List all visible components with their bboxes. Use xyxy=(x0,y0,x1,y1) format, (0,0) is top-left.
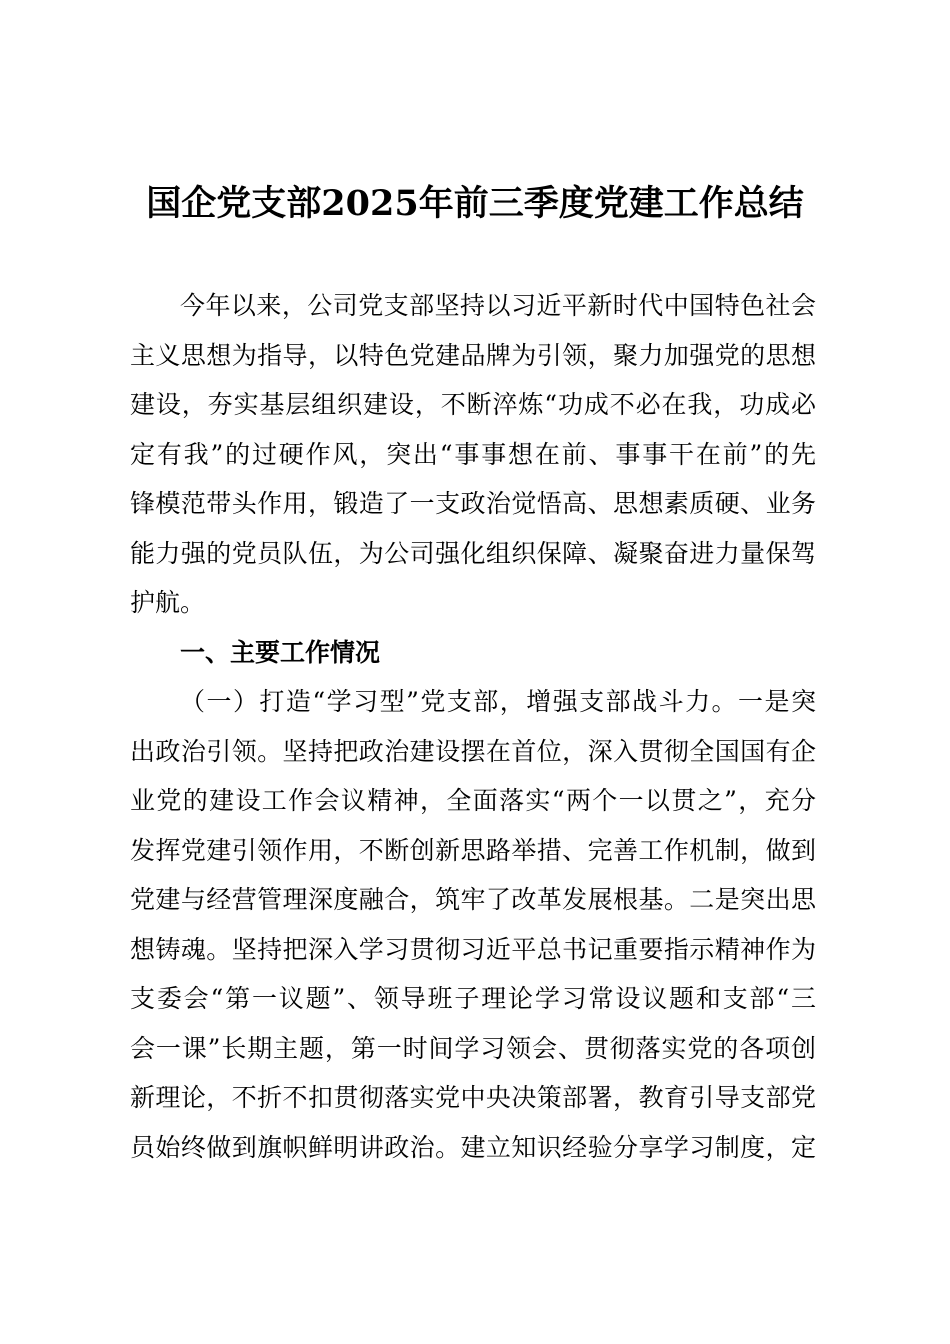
section-line: 想铸魂。坚持把深入学习贯彻习近平总书记重要指示精神作为 xyxy=(130,935,816,964)
section-line: 发挥党建引领作用，不断创新思路举措、完善工作机制，做到 xyxy=(130,836,816,865)
intro-line: 主义思想为指导，以特色党建品牌为引领，聚力加强党的思想 xyxy=(130,341,816,370)
intro-line: 今年以来，公司党支部坚持以习近平新时代中国特色社会 xyxy=(180,291,816,320)
section-line: 支委会“第一议题”、领导班子理论学习常设议题和支部“三 xyxy=(130,984,816,1013)
intro-line: 定有我”的过硬作风，突出“事事想在前、事事干在前”的先 xyxy=(130,440,816,469)
section-line: 新理论，不折不扣贯彻落实党中央决策部署，教育引导支部党 xyxy=(130,1083,816,1112)
section-heading: 一、主要工作情况 xyxy=(180,638,381,667)
section-line: 会一课”长期主题，第一时间学习领会、贯彻落实党的各项创 xyxy=(130,1034,816,1063)
intro-line: 护航。 xyxy=(130,588,206,617)
section-line: （一）打造“学习型”党支部，增强支部战斗力。一是突 xyxy=(180,687,816,716)
section-line: 党建与经营管理深度融合，筑牢了改革发展根基。二是突出思 xyxy=(130,885,816,914)
intro-line: 锋模范带头作用，锻造了一支政治觉悟高、思想素质硬、业务 xyxy=(130,489,816,518)
intro-line: 建设，夯实基层组织建设，不断淬炼“功成不必在我，功成必 xyxy=(130,390,816,419)
section-line: 员始终做到旗帜鲜明讲政治。建立知识经验分享学习制度，定 xyxy=(130,1133,816,1162)
intro-line: 能力强的党员队伍，为公司强化组织保障、凝聚奋进力量保驾 xyxy=(130,539,816,568)
section-line: 出政治引领。坚持把政治建设摆在首位，深入贯彻全国国有企 xyxy=(130,737,816,766)
section-line: 业党的建设工作会议精神，全面落实“两个一以贯之”，充分 xyxy=(130,786,816,815)
document-title: 国企党支部2025年前三季度党建工作总结 xyxy=(146,183,804,224)
